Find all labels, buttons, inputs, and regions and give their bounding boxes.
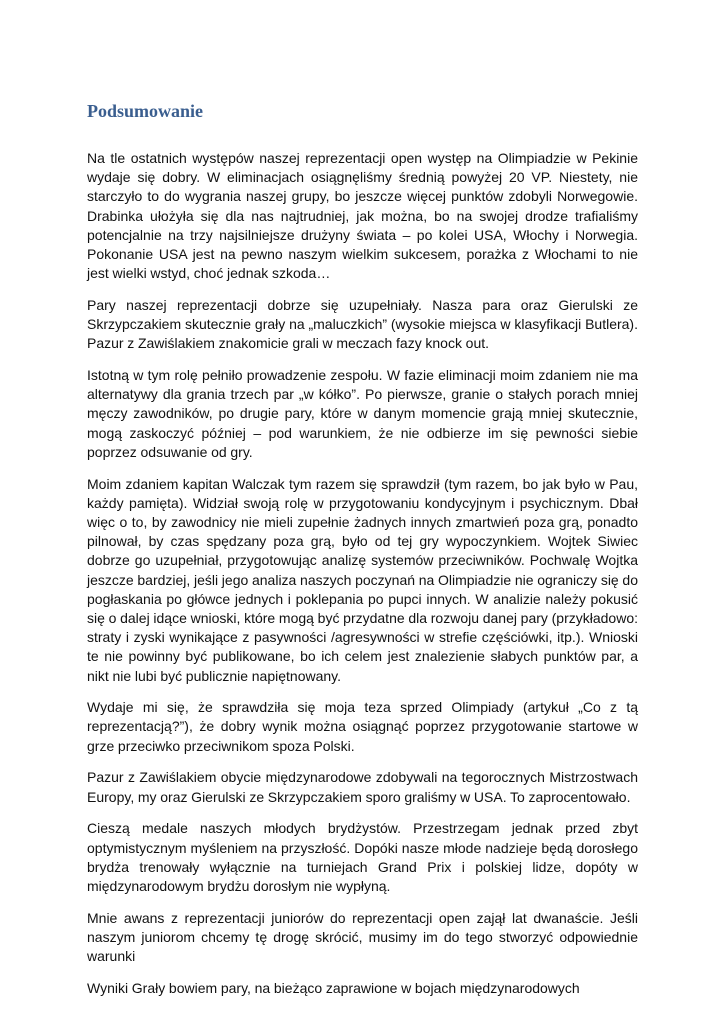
paragraph: Wydaje mi się, że sprawdziła się moja teza sprzed Olimpiady (artykuł „Co z tą reprezentacją?”), że dobry wynik można osiągnąć poprzez przygotowanie startowe w grze przeciwko przeciwnikom spoza Polski.: [87, 699, 638, 754]
paragraph: Cieszą medale naszych młodych brydżystów. Przestrzegam jednak przed zbyt optymistycznym myśleniem na przyszłość. Dopóki nasze młode nadzieje będą dorosłego brydża trenowały wyłącznie na turniejach Grand Prix i polskiej lidze, dopóty w międzynarodowym brydżu dorosłym nie wypłyną.: [87, 820, 638, 894]
section-heading: Podsumowanie: [87, 101, 204, 121]
document-body: [87, 149, 638, 1010]
paragraph: Pazur z Zawiślakiem obycie międzynarodowe zdobywali na tegorocznych Mistrzostwach Europy, my oraz Gierulski ze Skrzypczakiem sporo graliśmy w USA. To zaprocentowało.: [87, 769, 638, 805]
paragraph: Moim zdaniem kapitan Walczak tym razem się sprawdził (tym razem, bo jak było w Pau, każdy pamięta). Widział swoją rolę w przygotowaniu kondycyjnym i psychicznym. Dbał więc o to, by zawodnicy nie mieli zupełnie żadnych innych zmartwień poza grą, ponadto pilnował, by czas spędzany poza grą, było od tej gry wypoczynkiem. Wojtek Siwiec dobrze go uzupełniał, przygotowując analizę systemów przeciwników. Pochwalę Wojtka jeszcze bardziej, jeśli jego analiza naszych poczynań na Olimpiadzie nie ograniczy się do pogłaskania po główce jednych i poklepania po pupci innych. W analizie należy pokusić się o dalej idące wnioski, które mogą być przydatne dla rozwoju danej pary (przykładowo: straty i zyski wynikające z pasywności /agresywności w strefie częściówki, itp.). Wnioski te nie powinny być publikowane, bo ich celem jest znalezienie słabych punktów par, a nikt nie lubi być publicznie napiętnowany.: [87, 475, 638, 684]
paragraph: Wyniki Grały bowiem pary, na bieżąco zaprawione w bojach międzynarodowych: [87, 979, 580, 996]
paragraph: Istotną w tym rolę pełniło prowadzenie zespołu. W fazie eliminacji moim zdaniem nie ma alternatywy dla grania trzech par „w kółko”. Po pierwsze, granie o stałych porach mniej męczy zawodników, po drugie pary, które w danym momencie grają mniej skutecznie, mogą zaskoczyć później – pod warunkiem, że nie odbierze im się pewności siebie poprzez odsuwanie od gry.: [87, 367, 638, 460]
paragraph: Pary naszej reprezentacji dobrze się uzupełniały. Nasza para oraz Gierulski ze Skrzypczakiem skutecznie grały na „maluczkich” (wysokie miejsca w klasyfikacji Butlera). Pazur z Zawiślakiem znakomicie grali w meczach fazy knock out.: [87, 296, 638, 352]
paragraph: Na tle ostatnich występów naszej reprezentacji open występ na Olimpiadzie w Pekinie wydaje się dobry. W eliminacjach osiągnęliśmy średnią powyżej 20 VP. Niestety, nie starczyło to do wygrania naszej grupy, bo jeszcze więcej punktów zdobyli Norwegowie. Drabinka ułożyła się dla nas najtrudniej, jak można, bo na swojej drodze trafialiśmy potencjalnie na trzy najsilniejsze drużyny świata – po kolei USA, Włochy i Norwegia. Pokonanie USA jest na pewno naszym wielkim sukcesem, porażka z Włochami to nie jest wielki wstyd, choć jednak szkoda…: [87, 150, 638, 282]
paragraph: Mnie awans z reprezentacji juniorów do reprezentacji open zajął lat dwanaście. Jeśli naszym juniorom chcemy tę drogę skrócić, musimy im do tego stworzyć odpowiednie warunki: [87, 909, 638, 965]
